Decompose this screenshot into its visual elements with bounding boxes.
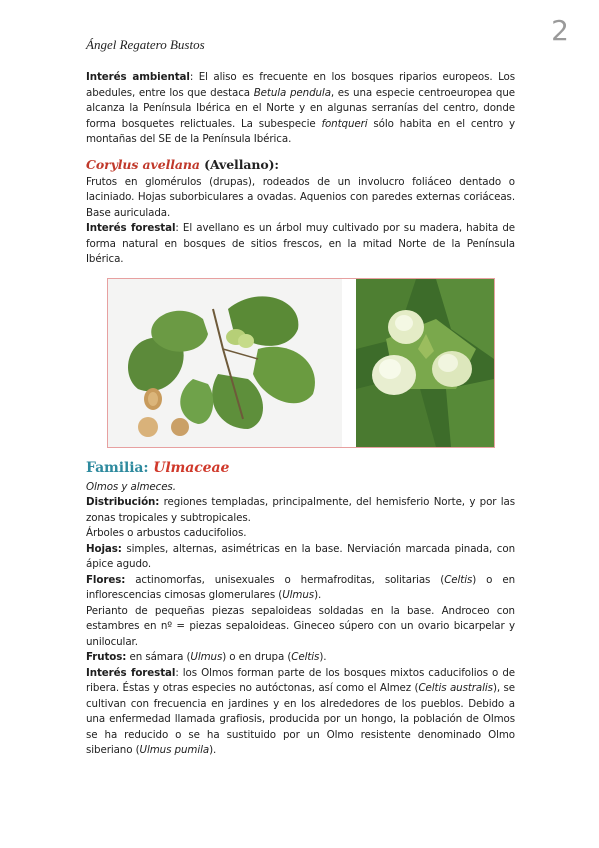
flores-paragraph: Flores: actinomorfas, unisexuales o hermafroditas, solitarias (Celtis) o en inflorescencias cimosas glomerulares (Ulmus).: [86, 573, 515, 601]
hojas-paragraph: Hojas: simples, alternas, asimétricas en la base. Nerviación marcada pinada, con ápice agudo.: [86, 542, 515, 570]
hazel-photo-figure: [107, 278, 495, 448]
corylus-latin-name: Corylus avellana: [86, 156, 200, 172]
header-author: Ángel Regatero Bustos: [86, 37, 205, 52]
page-number: 2: [551, 14, 569, 47]
distribucion-label: Distribución:: [86, 496, 160, 508]
corylus-heading: [86, 156, 515, 174]
corylus-forestal-paragraph: Interés forestal: El avellano es un árbol muy cultivado por su madera, habita de forma natural en bosques de sitios frescos, en la mitad Norte de la Península Ibérica.: [86, 222, 515, 265]
page-body: [86, 70, 515, 759]
hazel-leaves-and-nuts-photo: [108, 279, 342, 447]
hojas-label: Hojas:: [86, 542, 122, 555]
ulmaceae-subtitle: Olmos y almeces.: [86, 480, 176, 493]
subspecies-name: fontqueri: [321, 117, 368, 130]
species-name: Betula pendula: [253, 86, 331, 99]
perianto-paragraph: Perianto de pequeñas piezas sepaloideas soldadas en la base. Androceo con estambres en nº = piezas sepaloideas. Gineceo súpero con un ovario bicarpelar y unilocular.: [86, 604, 515, 648]
flores-label: Flores:: [86, 573, 126, 586]
family-latin-name: Ulmaceae: [153, 459, 230, 476]
corylus-common-name: (Avellano):: [199, 156, 279, 172]
ulmaceae-family-heading: [86, 458, 515, 478]
hazel-fruit-cluster-photo: [356, 279, 494, 447]
interes-ambiental-label: Interés ambiental: [86, 71, 190, 83]
frutos-label: Frutos:: [86, 651, 127, 663]
aliso-paragraph: Interés ambiental: El aliso es frecuente en los bosques riparios europeos. Los abedules, entre los que destaca Betula pendula, es una especie centroeuropea que alcanza la Península Ibérica en el Norte y en algunas serranías del centro, donde forma bosquetes relictuales. La subespecie fontqueri sólo habita en el centro y montañas del SE de la Península Ibérica.: [86, 71, 516, 145]
distribucion-paragraph: Distribución: regiones templadas, principalmente, del hemisferio Norte, y por las zonas tropicales y subtropicales.: [86, 496, 515, 524]
frutos-paragraph: Frutos: en sámara (Ulmus) o en drupa (Celtis).: [86, 651, 327, 663]
ulmaceae-forestal-paragraph: Interés forestal: los Olmos forman parte de los bosques mixtos caducifolios o de ribera. Éstas y otras especies no autóctonas, así como el Almez (Celtis australis), se cultivan con frecuencia en jardines y en los alrededores de los pueblos. Debido a una enfermedad llamada grafiosis, producida por un hongo, la población de Olmos se ha reducido o se ha sustituido por un Olmo resistente denominado Olmo siberiano (Ulmus pumila).: [86, 666, 516, 756]
corylus-description: Frutos en glomérulos (drupas), rodeados de un involucro foliáceo dentado o laciniado. Hojas suborbiculares a ovadas. Aquenios con paredes externas coriáceas. Base auriculada.: [86, 175, 515, 219]
interes-forestal-label: Interés forestal: [86, 666, 176, 679]
interes-forestal-label: Interés forestal: [86, 222, 176, 234]
habit-line: Árboles o arbustos caducifolios.: [86, 527, 247, 539]
family-label: Familia:: [86, 459, 154, 476]
